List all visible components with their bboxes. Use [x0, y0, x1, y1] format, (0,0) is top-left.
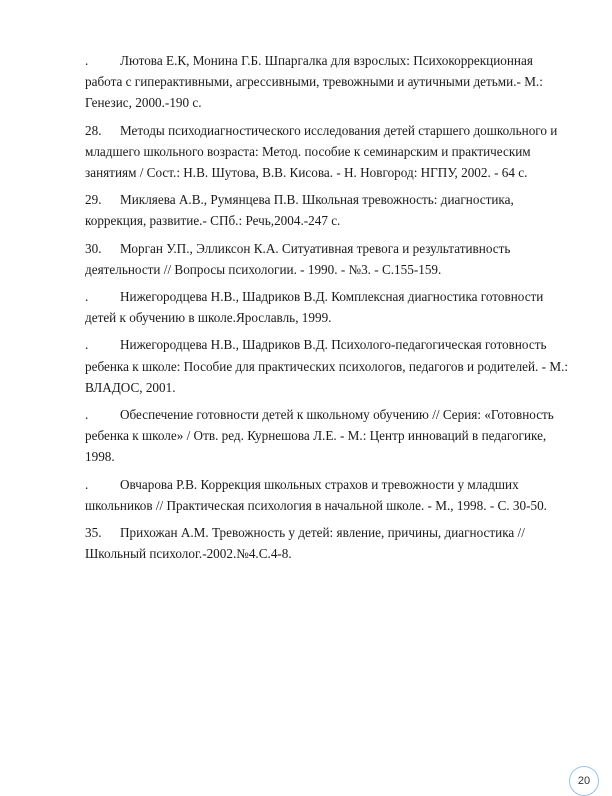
page-number-badge: 20 — [569, 766, 599, 796]
reference-number: 28. — [85, 122, 102, 138]
reference-text: Методы психодиагностического исследования детей старшего дошкольного и младшего школьного возраста: Метод. пособие к семинарским и практическим занятиям / Сост.: Н.В. Шутова, В.В. Кисова. - Н. Новгород: НГПУ, 2002. - 64 с. — [85, 122, 558, 181]
reference-text: Овчарова Р.В. Коррекция школьных страхов и тревожности у младших школьников // Практическая психология в начальной школе. - М., 1998. - С. 30-50. — [85, 476, 547, 513]
reference-item — [85, 286, 570, 328]
reference-text: Прихожан А.М. Тревожность у детей: явление, причины, диагностика // Школьный психолог.-2002.№4.С.4-8. — [85, 525, 525, 562]
reference-text: Обеспечение готовности детей к школьному обучению // Серия: «Готовность ребенка к школе» / Отв. ред. Курнешова Л.Е. - М.: Центр инноваций в педагогике, 1998. — [85, 407, 554, 465]
reference-number: . — [85, 407, 89, 423]
reference-item — [85, 50, 570, 114]
reference-number: 30. — [85, 240, 102, 256]
reference-list — [85, 50, 570, 570]
reference-text: Нижегородцева Н.В., Шадриков В.Д. Комплексная диагностика готовности детей к обучению в школе.Ярославль, 1999. — [85, 289, 544, 326]
reference-text: Микляева А.В., Румянцева П.В. Школьная тревожность: диагностика, коррекция, развитие.- СПб.: Речь,2004.-247 с. — [85, 192, 514, 229]
reference-item — [85, 189, 570, 231]
reference-number: . — [85, 53, 89, 68]
reference-number: . — [85, 337, 89, 353]
reference-item — [85, 238, 570, 280]
reference-item — [85, 404, 570, 468]
reference-item — [85, 334, 570, 398]
reference-number: 29. — [85, 192, 102, 208]
reference-number: . — [85, 476, 89, 492]
reference-number: 35. — [85, 525, 102, 541]
reference-item — [85, 522, 570, 564]
reference-text: Лютова Е.К, Монина Г.Б. Шпаргалка для взрослых: Психокоррекционная работа с гиперактивными, агрессивными, тревожными и аутичными детьми.- М.: Генезис, 2000.-190 с. — [85, 53, 543, 111]
reference-item — [85, 120, 570, 184]
reference-text: Нижегородцева Н.В., Шадриков В.Д. Психолого-педагогическая готовность ребенка к школе: Пособие для практических психологов, педагогов и родителей. - М.: ВЛАДОС, 2001. — [85, 337, 569, 395]
reference-text: Морган У.П., Элликсон К.А. Ситуативная тревога и результативность деятельности // Вопросы психологии. - 1990. - №3. - С.155-159. — [85, 240, 511, 277]
reference-item — [85, 474, 570, 516]
reference-number: . — [85, 289, 89, 305]
